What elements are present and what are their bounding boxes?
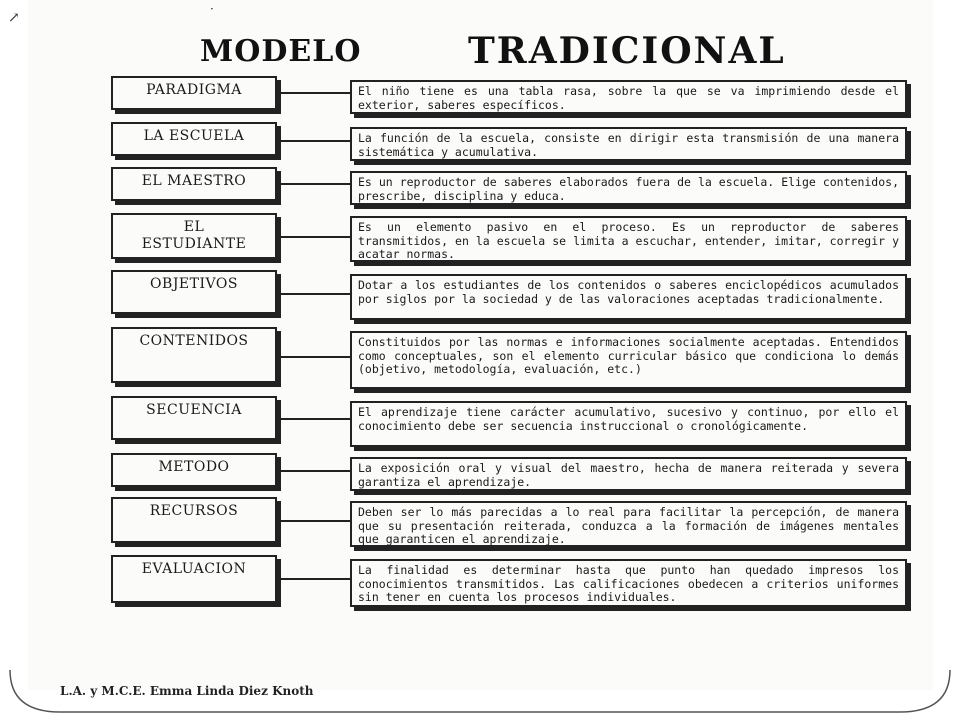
- connector-line: [277, 236, 350, 238]
- label-text: PARADIGMA: [146, 82, 242, 98]
- connector-line: [277, 293, 350, 295]
- label-box: [111, 396, 277, 440]
- label-text: EL MAESTRO: [141, 173, 247, 189]
- connector-line: [277, 520, 350, 522]
- title-part-1: MODELO: [200, 34, 362, 69]
- label-box: [111, 327, 277, 383]
- description-text: El aprendizaje tiene carácter acumulativo, sucesivo y continuo, por ello el conocimiento debe ser secuencia instruccional o cronológicamente.: [358, 405, 899, 433]
- description-box: [350, 331, 907, 389]
- description-text: Es un reproductor de saberes elaborados fuera de la escuela. Elige contenidos, prescribe, disciplina y educa.: [358, 175, 899, 203]
- description-box: [350, 501, 907, 547]
- description-box: [350, 457, 907, 491]
- description-box: [350, 274, 907, 320]
- label-text: LA ESCUELA: [143, 128, 245, 144]
- label-text: EL ESTUDIANTE: [141, 219, 247, 252]
- label-box: [111, 453, 277, 487]
- scan-mark: ↗: [8, 10, 20, 26]
- label-box: [111, 270, 277, 314]
- description-box: [350, 80, 907, 114]
- description-text: Es un elemento pasivo en el proceso. Es un reproductor de saberes transmitidos, en la escuela se limita a escuchar, entender, imitar, corregir y acatar normas.: [358, 220, 899, 261]
- footer-author: L.A. y M.C.E. Emma Linda Diez Knoth: [60, 684, 314, 698]
- connector-line: [277, 183, 350, 185]
- label-text: RECURSOS: [149, 503, 239, 519]
- description-text: Deben ser lo más parecidas a lo real para facilitar la percepción, de manera que su presentación reiterada, conduzca a la formación de imágenes mentales que garanticen el aprendizaje.: [358, 505, 899, 546]
- slide-bottom-border: [0, 640, 960, 720]
- connector-line: [277, 578, 350, 580]
- label-box: [111, 555, 277, 603]
- description-box: [350, 401, 907, 447]
- scan-mark-top: ·: [210, 2, 214, 16]
- description-text: Constituidos por las normas e informaciones socialmente aceptadas. Entendidos como conceptuales, son el elemento curricular básico que condiciona lo demás (objetivo, metodología, evaluación, etc.): [358, 335, 899, 376]
- connector-line: [277, 470, 350, 472]
- description-text: El niño tiene es una tabla rasa, sobre la que se va imprimiendo desde el exterior, saberes específicos.: [358, 84, 899, 112]
- title-part-2: TRADICIONAL: [468, 30, 786, 72]
- label-box: [111, 497, 277, 543]
- label-box: [111, 76, 277, 110]
- label-text: EVALUACION: [141, 561, 247, 577]
- description-box: [350, 171, 907, 205]
- label-text: OBJETIVOS: [150, 276, 238, 292]
- connector-line: [277, 356, 350, 358]
- label-box: [111, 167, 277, 201]
- description-text: Dotar a los estudiantes de los contenidos o saberes enciclopédicos acumulados por siglos por la sociedad y de las valoraciones aceptadas tradicionalmente.: [358, 278, 899, 306]
- label-text: SECUENCIA: [146, 402, 242, 418]
- label-text: METODO: [158, 459, 230, 475]
- description-box: [350, 127, 907, 161]
- connector-line: [277, 92, 350, 94]
- connector-line: [277, 418, 350, 420]
- description-text: La función de la escuela, consiste en dirigir esta transmisión de una manera sistemática y acumulativa.: [358, 131, 899, 159]
- connector-line: [277, 140, 350, 142]
- description-text: La exposición oral y visual del maestro, hecha de manera reiterada y severa garantiza el aprendizaje.: [358, 461, 899, 489]
- description-box: [350, 559, 907, 607]
- description-box: [350, 216, 907, 262]
- label-box: [111, 122, 277, 156]
- description-text: La finalidad es determinar hasta que punto han quedado impresos los conocimientos transmitidos. Las calificaciones obedecen a criterios uniformes sin tener en cuenta los procesos individuales.: [358, 563, 899, 604]
- label-text: CONTENIDOS: [139, 333, 249, 349]
- label-box: [111, 213, 277, 259]
